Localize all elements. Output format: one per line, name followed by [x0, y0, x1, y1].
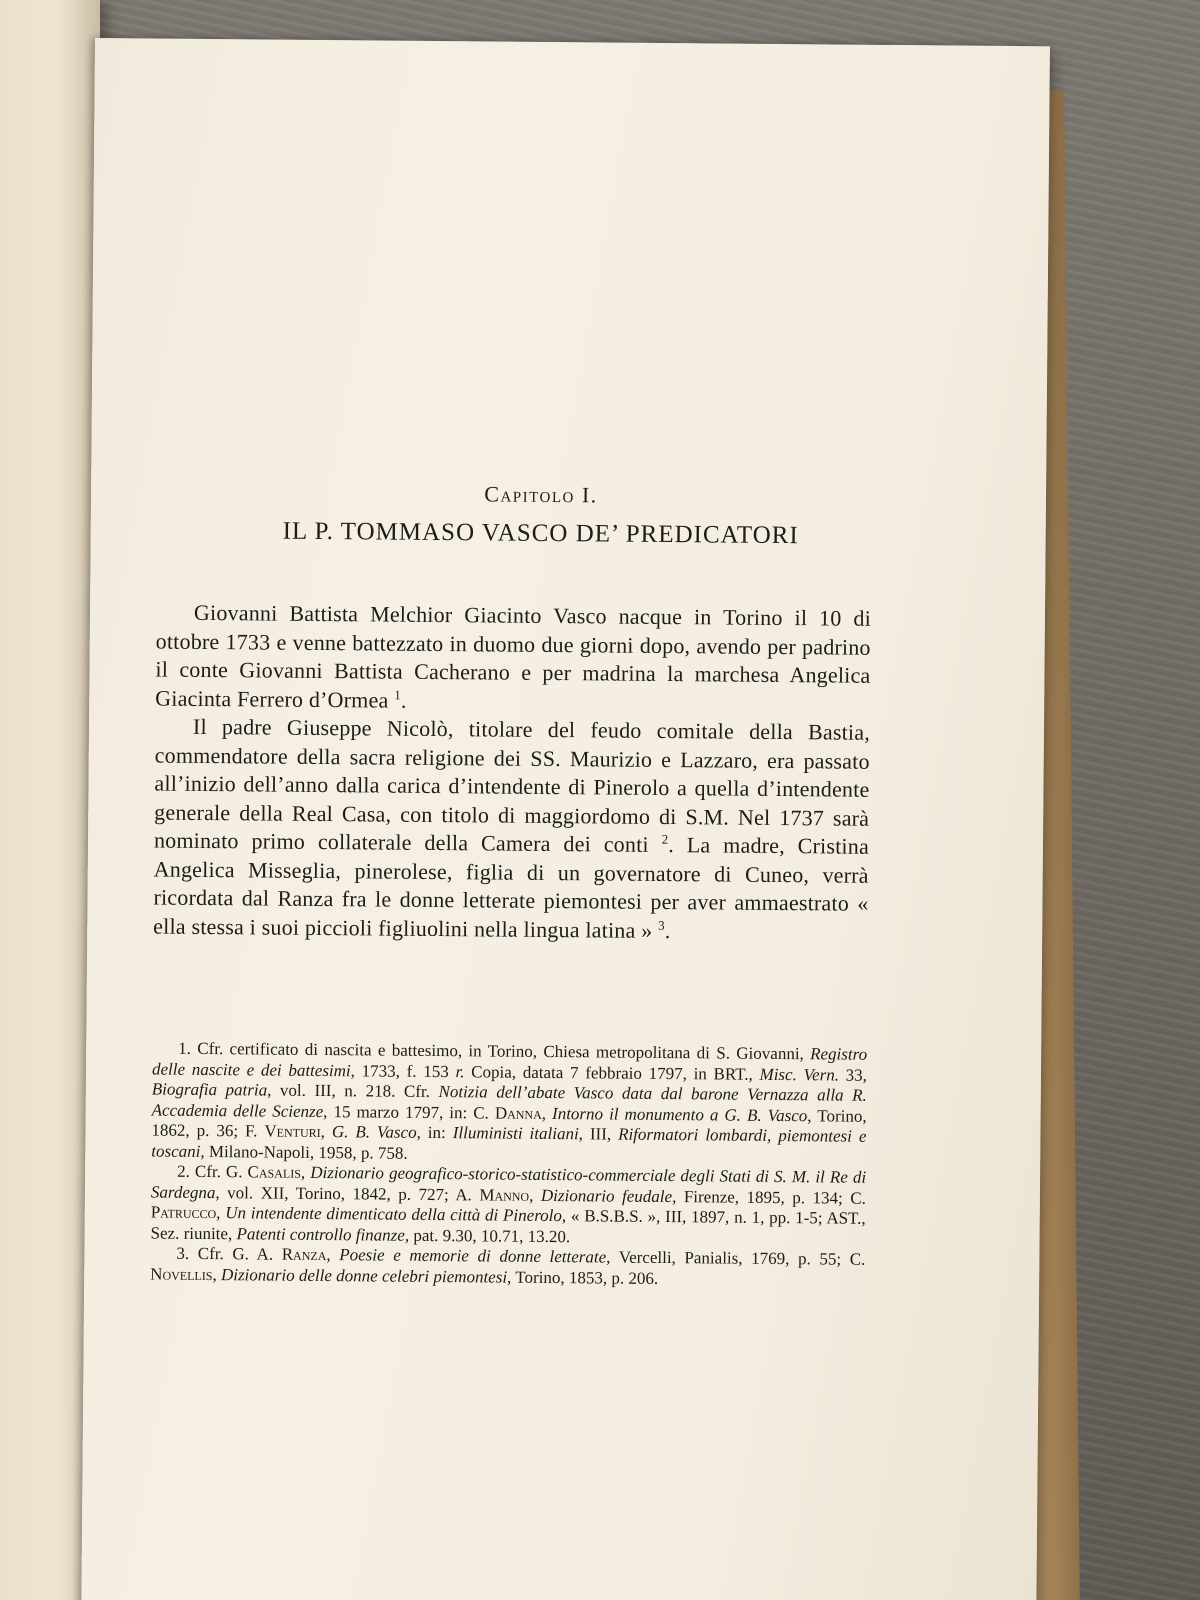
- footnote-1-part: Riformatori lombardi, piemontesi e toscani: [151, 1124, 867, 1161]
- footnote-1-part: r.: [455, 1061, 465, 1081]
- footnote-1-part: Biografia patria: [151, 1079, 268, 1100]
- footnote-1-part: Illuministi italiani: [452, 1123, 579, 1144]
- footnote-3-part: Ranza: [281, 1244, 327, 1265]
- footnote-1: [151, 1039, 867, 1168]
- footnote-2-part: Un intendente dimenticato della città di Pinerolo: [225, 1203, 563, 1226]
- body-text: [153, 599, 871, 947]
- footnote-3-part: , Torino, 1853, p. 206.: [507, 1267, 659, 1288]
- footnote-1-part: , in:: [416, 1122, 453, 1143]
- footnote-1-part: ,: [541, 1103, 553, 1123]
- footnote-ref-2: 2: [661, 831, 669, 847]
- footnote-1-part: Registro delle nascite e dei battesimi: [151, 1044, 868, 1080]
- paragraph-2: [153, 713, 870, 947]
- footnote-2-part: , pat. 9.30, 10.71, 13.20.: [404, 1225, 571, 1246]
- chapter-number: Capitolo I.: [484, 481, 598, 508]
- footnote-1-part: Danna: [494, 1103, 542, 1123]
- footnote-1-part: , 15 marzo 1797, in: C.: [323, 1101, 495, 1123]
- footnote-1-part: 1. Cfr. certificato di nascita e battesimo, in Torino, Chiesa metropolitana di S. Giovanni,: [178, 1038, 811, 1064]
- footnote-1-part: Intorno il monumento a G. B. Vasco: [552, 1103, 808, 1125]
- footnote-1-part: , vol. III, n. 218. Cfr.: [267, 1080, 439, 1102]
- footnote-3-part: ,: [326, 1245, 340, 1265]
- footnote-2-part: Manno: [479, 1184, 530, 1205]
- footnote-1-part: Venturi: [264, 1121, 321, 1142]
- footnote-1-part: Copia, datata 7 febbraio 1797, in BRT.,: [464, 1061, 760, 1084]
- footnote-3-part: 3. Cfr. G. A.: [176, 1243, 282, 1264]
- chapter-title: IL P. TOMMASO VASCO DE’ PREDICATORI: [282, 517, 799, 550]
- footnotes: [150, 1039, 867, 1291]
- paragraph-2-end: .: [664, 917, 671, 943]
- footnote-2-part: ,: [300, 1162, 311, 1182]
- footnote-1-part: Notizia dell’abate Vasco data dal barone Vernazza alla R. Accademia delle Scienze: [151, 1082, 867, 1121]
- paragraph-1-text: Giovanni Battista Melchior Giacinto Vasco nacque in Torino il 10 di ottobre 1733 e venne battezzato in duomo due giorni dopo, avendo per padrino il conte Giovanni Battista Cacherano e per madrina la marchesa Angelica Giacinta Ferrero d’Ormea: [155, 599, 872, 713]
- show-through-text: [184, 189, 964, 196]
- footnote-3-part: Dizionario delle donne celebri piemontesi: [220, 1264, 508, 1287]
- footnote-2-part: Dizionario feudale: [540, 1185, 673, 1206]
- footnote-1-part: , 1733, f. 153: [350, 1060, 456, 1081]
- footnote-2-part: ,: [216, 1203, 226, 1223]
- footnote-3-part: ,: [212, 1264, 222, 1284]
- footnote-2-part: Patrucco: [150, 1202, 217, 1223]
- paragraph-1-end: .: [400, 687, 407, 713]
- footnote-1-part: , III,: [578, 1124, 619, 1144]
- paragraph-2-text-b: . La madre, Cristina Angelica Misseglia, pinerolese, figlia di un governatore di Cuneo, verrà ricordata dal Ranza fra le donne letterate piemontesi per aver ammaestrato « ella stessa i suoi piccioli figliuolini nella lingua latina »: [153, 832, 870, 943]
- footnote-1-part: , Milano-Napoli, 1958, p. 758.: [200, 1141, 408, 1163]
- footnote-ref-1: 1: [394, 686, 402, 702]
- footnote-1-part: 33,: [838, 1065, 868, 1085]
- footnote-2-part: 2. Cfr. G.: [177, 1161, 248, 1182]
- footnote-ref-3: 3: [658, 917, 665, 933]
- footnote-3-part: Novellis: [150, 1264, 213, 1284]
- footnote-1-part: G. B. Vasco: [331, 1122, 417, 1142]
- book-page: [81, 38, 1050, 1600]
- footnote-2-part: , vol. XII, Torino, 1842, p. 727; A.: [215, 1182, 480, 1204]
- footnote-2-part: Patenti controllo finanze: [236, 1223, 405, 1245]
- footnote-2-part: , « B.S.B.S. », III, 1897, n. 1, pp. 1-5; AST., Sez. riunite,: [150, 1206, 866, 1243]
- footnote-2-part: Dizionario geografico-storico-statistico-commerciale degli Stati di S. M. il Re di Sardegna: [150, 1162, 867, 1202]
- paragraph-2-text-a: Il padre Giuseppe Nicolò, titolare del feudo comitale della Bastia, commendatore della sacra religione dei SS. Maurizio e Lazzaro, era passato all’inizio dell’anno dalla carica d’intendente di Pinerolo a quella d’intendente generale della Real Casa, con titolo di maggiordomo di S.M. Nel 1737 sarà nominato primo collaterale della Camera dei conti: [153, 713, 871, 857]
- footnote-2: [150, 1162, 866, 1250]
- footnote-3-part: , Vercelli, Panialis, 1769, p. 55; C.: [606, 1247, 866, 1269]
- footnote-1-part: , Torino, 1862, p. 36; F.: [151, 1105, 867, 1141]
- footnote-1-part: Misc. Vern.: [759, 1064, 840, 1085]
- footnote-2-part: Casalis: [247, 1162, 302, 1182]
- footnote-3-part: Poesie e memorie di donne letterate: [339, 1245, 607, 1267]
- footnote-2-part: ,: [529, 1185, 541, 1205]
- footnote-1-part: ,: [320, 1122, 332, 1142]
- footnote-2-part: , Firenze, 1895, p. 134; C.: [672, 1186, 866, 1208]
- paragraph-1: [155, 599, 871, 719]
- footnote-3: [150, 1244, 865, 1291]
